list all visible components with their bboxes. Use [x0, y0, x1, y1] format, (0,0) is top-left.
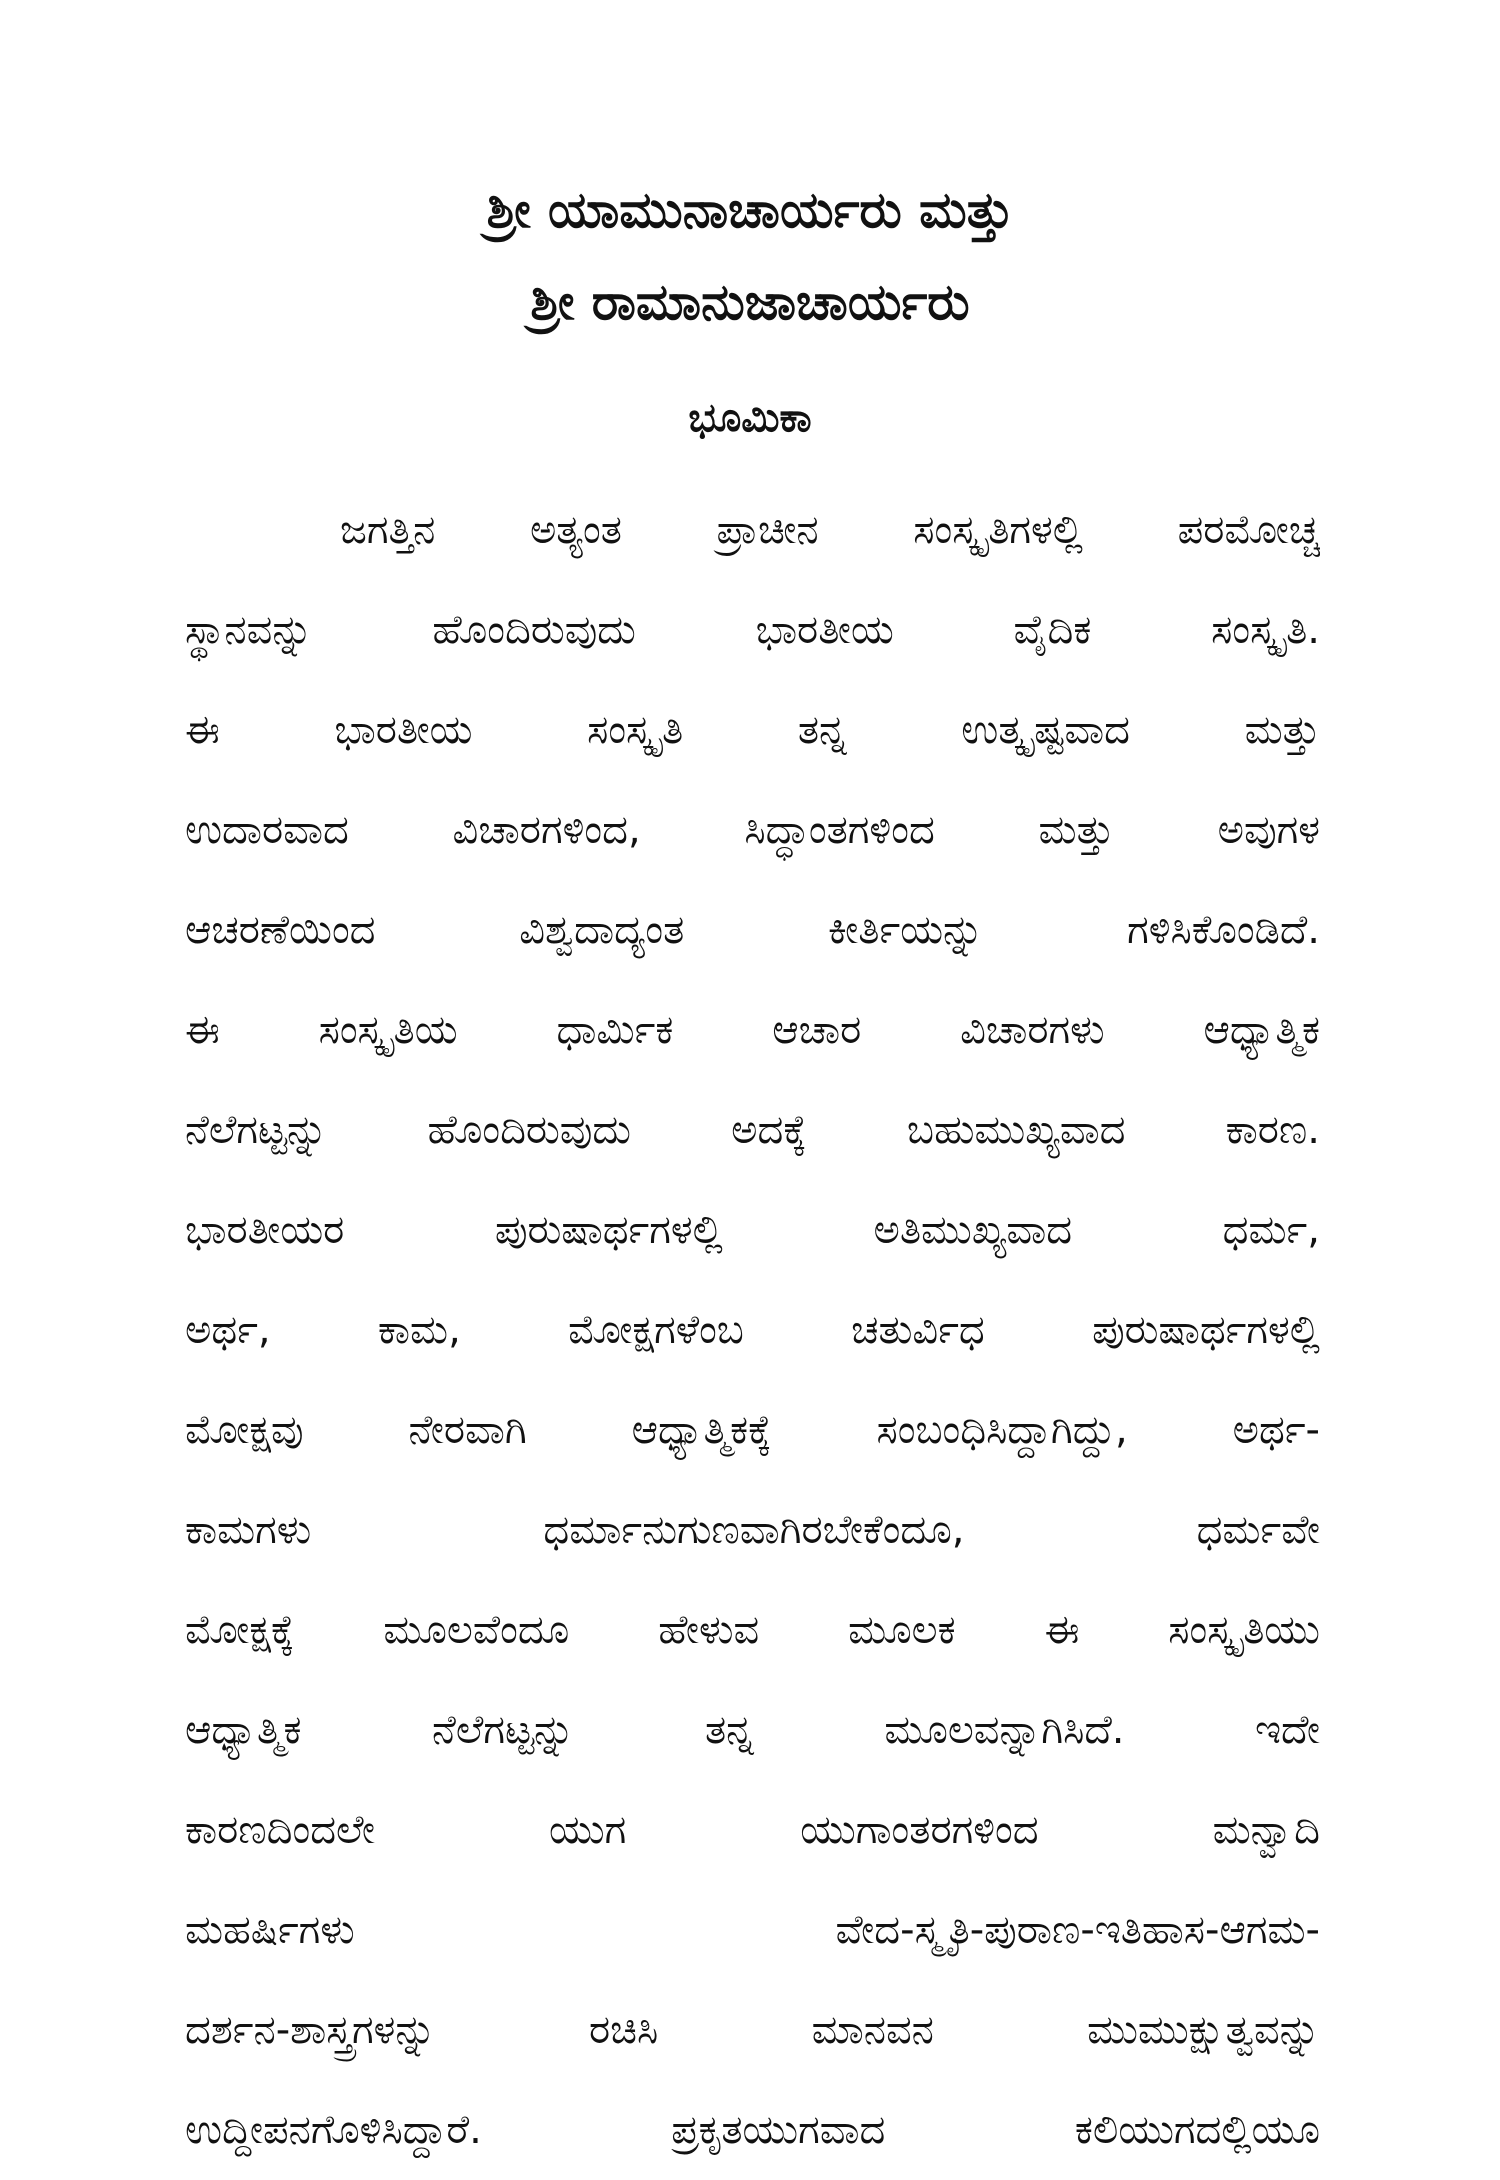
body-line: ಆಚರಣೆಯಿಂದ ವಿಶ್ವದಾದ್ಯಂತ ಕೀರ್ತಿಯನ್ನು ಗಳಿಸಿಕೊಂಡಿದೆ.	[185, 907, 1320, 953]
body-line: ಈ ಭಾರತೀಯ ಸಂಸ್ಕೃತಿ ತನ್ನ ಉತ್ಕೃಷ್ಟವಾದ ಮತ್ತು	[185, 707, 1320, 753]
body-paragraph	[185, 480, 1320, 2180]
body-line: ಆಧ್ಯಾತ್ಮಿಕ ನೆಲೆಗಟ್ಟನ್ನು ತನ್ನ ಮೂಲವನ್ನಾಗಿಸಿದೆ. ಇದೇ	[185, 1707, 1320, 1753]
body-line: ಉದ್ದೀಪನಗೊಳಿಸಿದ್ದಾರೆ. ಪ್ರಕೃತಯುಗವಾದ ಕಲಿಯುಗದಲ್ಲಿಯೂ	[185, 2107, 1320, 2153]
body-line: ಕಾಮಗಳು ಧರ್ಮಾನುಗುಣವಾಗಿರಬೇಕೆಂದೂ, ಧರ್ಮವೇ	[185, 1507, 1320, 1553]
document-title-line-2: ಶ್ರೀ ರಾಮಾನುಜಾಚಾರ್ಯರು	[530, 273, 970, 331]
section-heading: ಭೂಮಿಕಾ	[688, 395, 812, 441]
body-line: ಮಹರ್ಷಿಗಳು ವೇದ-ಸ್ಮೃತಿ-ಪುರಾಣ-ಇತಿಹಾಸ-ಆಗಮ-	[185, 1907, 1320, 1953]
body-line: ಭಾರತೀಯರ ಪುರುಷಾರ್ಥಗಳಲ್ಲಿ ಅತಿಮುಖ್ಯವಾದ ಧರ್ಮ,	[185, 1207, 1320, 1253]
body-line: ಮೋಕ್ಷವು ನೇರವಾಗಿ ಆಧ್ಯಾತ್ಮಿಕಕ್ಕೆ ಸಂಬಂಧಿಸಿದ್ದಾಗಿದ್ದು, ಅರ್ಥ-	[185, 1407, 1320, 1453]
body-line: ಅರ್ಥ, ಕಾಮ, ಮೋಕ್ಷಗಳೆಂಬ ಚತುರ್ವಿಧ ಪುರುಷಾರ್ಥಗಳಲ್ಲಿ	[185, 1307, 1320, 1353]
body-line: ಕಾರಣದಿಂದಲೇ ಯುಗ ಯುಗಾಂತರಗಳಿಂದ ಮನ್ವಾದಿ	[185, 1807, 1320, 1853]
body-line: ನೆಲೆಗಟ್ಟನ್ನು ಹೊಂದಿರುವುದು ಅದಕ್ಕೆ ಬಹುಮುಖ್ಯವಾದ ಕಾರಣ.	[185, 1107, 1320, 1153]
document-title-line-1: ಶ್ರೀ ಯಾಮುನಾಚಾರ್ಯರು ಮತ್ತು	[486, 181, 1014, 239]
body-line: ಸ್ಥಾನವನ್ನು ಹೊಂದಿರುವುದು ಭಾರತೀಯ ವೈದಿಕ ಸಂಸ್ಕೃತಿ.	[185, 607, 1320, 653]
body-line: ಈ ಸಂಸ್ಕೃತಿಯ ಧಾರ್ಮಿಕ ಆಚಾರ ವಿಚಾರಗಳು ಆಧ್ಯಾತ್ಮಿಕ	[185, 1007, 1320, 1053]
body-line: ಉದಾರವಾದ ವಿಚಾರಗಳಿಂದ, ಸಿದ್ಧಾಂತಗಳಿಂದ ಮತ್ತು ಅವುಗಳ	[185, 807, 1320, 853]
body-line: ಮೋಕ್ಷಕ್ಕೆ ಮೂಲವೆಂದೂ ಹೇಳುವ ಮೂಲಕ ಈ ಸಂಸ್ಕೃತಿಯು	[185, 1607, 1320, 1653]
body-line: ದರ್ಶನ-ಶಾಸ್ತ್ರಗಳನ್ನು ರಚಿಸಿ ಮಾನವನ ಮುಮುಕ್ಷುತ್ವವನ್ನು	[185, 2007, 1320, 2053]
body-line: ಜಗತ್ತಿನ ಅತ್ಯಂತ ಪ್ರಾಚೀನ ಸಂಸ್ಕೃತಿಗಳಲ್ಲಿ ಪರಮೋಚ್ಚ	[340, 507, 1320, 553]
